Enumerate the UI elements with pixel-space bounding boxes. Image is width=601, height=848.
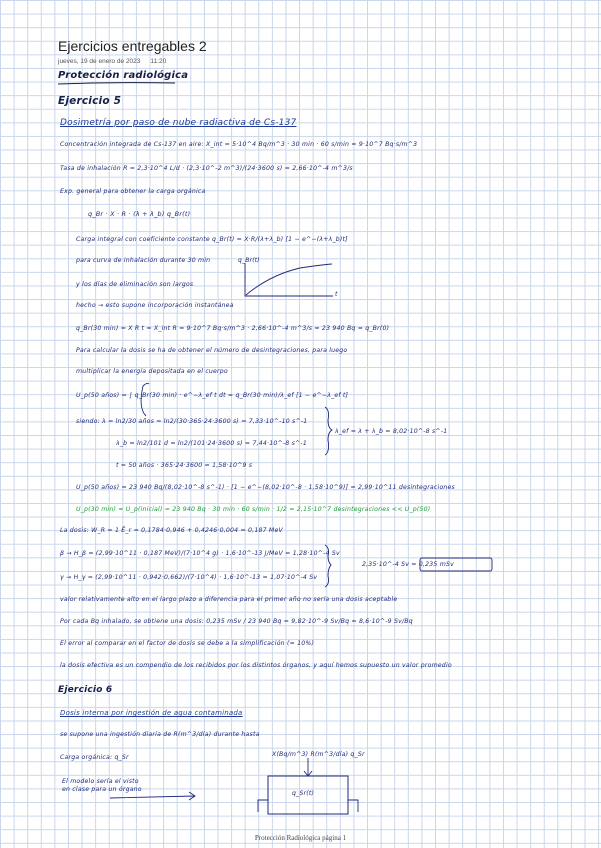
ex5-line-15: t = 50 años · 365·24·3600 = 1,58·10^9 s — [116, 462, 253, 469]
ex6-line-4: X(Bq/m^3) R(m^3/día) q_Sr — [272, 751, 365, 758]
ex6-line-3: El modelo sería el visto en clase para un órgano — [62, 778, 142, 793]
section-underline — [58, 83, 175, 84]
ex6-line-2: Carga orgánica: q_Sr — [60, 754, 129, 761]
ex5-line-10: Para calcular la dosis se ha de obtener el número de desintegraciones, para luego — [76, 347, 348, 354]
ex5-line-24: Por cada Bq inhalado, se obtiene una dosis: 0,235 mSv / 23 940 Bq = 9,82·10^-9 Sv/Bq ≈ 8,6·10^-9 Sv/Bq — [60, 618, 413, 625]
section-title: Protección radiológica — [58, 70, 189, 81]
ex6-line-5: q_Sr(t) — [292, 790, 315, 797]
ex6-line-1: se supone una ingestión diaria de R(m^3/día) durante hasta — [60, 731, 260, 738]
ex5-line-8: hecho → esto supone incorporación instantánea — [76, 302, 234, 309]
ex5-line-4: q_Br · X · R · (λ + λ_b) q_Br(t) — [88, 210, 191, 218]
graph-curve — [246, 264, 332, 295]
ex5-line-5: Carga integral con coeficiente constante q_Br(t) = X·R/(λ+λ_b) [1 − e^−(λ+λ_b)t] — [76, 236, 348, 243]
ex5-line-18: U_p(30 min) ≈ U_p(inicial) = 23 940 Bq · 30 min · 60 s/min · 1/2 = 2,15·10^7 desintegraciones << U_p(50) — [76, 506, 431, 513]
exercise6-topic: Dosis interna por ingestión de agua contaminada — [60, 709, 243, 717]
page-footer: Protección Radiológica página 1 — [254, 834, 347, 842]
ex5-line-7: y los días de eliminación son largos — [76, 281, 194, 288]
graph-y-label: q_Br(t) — [238, 257, 260, 264]
ex5-line-2: Tasa de inhalación R = 2,3·10^4 L/d · (2,3·10^-2 m^3)/(24·3600 s) = 2,66·10^-4 m^3/s — [60, 165, 353, 172]
out-arrow-left — [258, 800, 268, 812]
page-title: Ejercicios entregables 2 — [58, 38, 207, 54]
ex5-line-26: la dosis efectiva es un compendio de los recibidos por los distintos órganos, y aquí hemos supuesto un valor promedio — [60, 662, 452, 669]
exercise6-heading: Ejercicio 6 — [58, 685, 113, 695]
graph-axes — [245, 263, 333, 296]
ex5-line-23: valor relativamente alto en el largo plazo a diferencia para el primer año no sería una dosis aceptable — [60, 596, 398, 603]
ex5-line-1: Concentración integrada de Cs-137 en aire: X_int = 5·10^4 Bq/m^3 · 30 min · 60 s/min = 9·10^7 Bq·s/m^3 — [60, 141, 418, 148]
ex5-line-12: U_p(50 años) = ∫ q_Br(30 min) · e^−λ_ef t dt = q_Br(30 min)/λ_ef [1 − e^−λ_ef t] — [76, 392, 349, 399]
ex5-line-11: multiplicar la energía depositada en el cuerpo — [76, 368, 228, 375]
exercise5-heading: Ejercicio 5 — [58, 95, 122, 107]
exercise5-topic: Dosimetría por paso de nube radiactiva de Cs-137 — [60, 118, 297, 128]
graph-x-label: t — [335, 291, 338, 298]
integral-sign — [141, 383, 149, 416]
ex5-line-22: 2,35·10^-4 Sv = 0,235 mSv — [362, 561, 454, 568]
ex5-line-20: β → H_β = (2,99·10^11 · 0,187 MeV)/(7·10^4 g) · 1,6·10^-13 J/MeV = 1,28·10^-4 Sv — [60, 550, 340, 557]
ex5-line-19: La dosis: W_R = 1 Ē_r = 0,1784·0,946 + 0,4246·0,004 = 0,187 MeV — [60, 527, 283, 534]
ex5-line-16: λ_ef = λ + λ_b = 8,02·10^-8 s^-1 — [335, 428, 448, 435]
input-arrow — [304, 758, 312, 776]
page-date: jueves, 19 de enero de 2023 — [58, 58, 141, 65]
ex5-line-21: γ → H_γ = (2,99·10^11 · 0,942·0,662)/(7·10^4) · 1,6·10^-13 = 1,07·10^-4 Sv — [60, 574, 318, 581]
ex5-line-6: para curva de inhalación durante 30 min — [76, 257, 211, 264]
ex5-line-14: λ_b = ln2/101 d = ln2/(101·24·3600 s) = 7,44·10^-8 s^-1 — [116, 440, 307, 447]
lambda-brace — [325, 407, 332, 455]
ex5-line-3: Exp. general para obtener la carga orgánica — [60, 188, 206, 195]
ex5-line-25: El error al comparar en el factor de dosis se debe a la simplificación (≈ 10%) — [60, 640, 315, 647]
ex5-line-17: U_p(50 años) = 23 940 Bq/(8,02·10^-8 s^-1) · [1 − e^−(8,02·10^-8 · 1,58·10^9)] = 2,99·10^11 desintegraciones — [76, 484, 455, 491]
page-time: 11:20 — [150, 58, 167, 65]
ex5-line-9: q_Br(30 min) = X R t = X_int R = 9·10^7 Bq·s/m^3 · 2,66·10^-4 m^3/s = 23 940 Bq = q_Br(0) — [76, 325, 390, 332]
out-arrow-right — [348, 800, 358, 812]
ex5-line-13: siendo: λ = ln2/30 años = ln2/(30·365·24·3600 s) = 7,33·10^-10 s^-1 — [76, 418, 308, 425]
